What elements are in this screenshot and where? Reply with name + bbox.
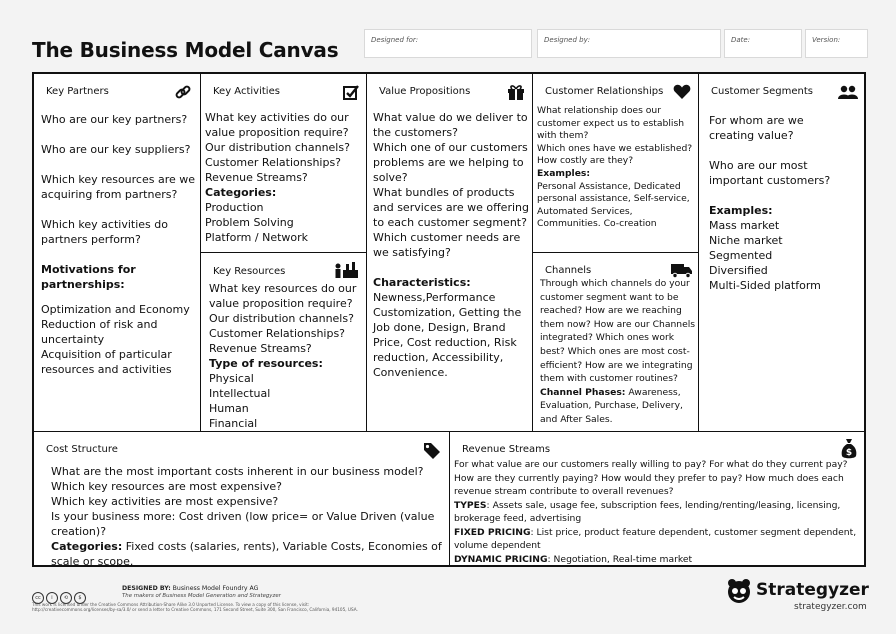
key-resources-q1: What key resources do our value proposition require? [209, 282, 357, 310]
segment-item: Niche market [709, 234, 783, 247]
license-text-2: http://creativecommons.org/licenses/by-sa/3.0/ or send a letter to Creative Commons, 171 Second Street, Suite 300, San Francisco, California, 94105, USA. [32, 607, 358, 613]
resource-type-item: Physical [209, 372, 254, 385]
cost-categories-label: Categories: [51, 540, 123, 553]
designed-for-label: Designed for: [371, 36, 419, 44]
customer-segments-q1: For whom are we creating value? [709, 114, 804, 142]
categories-label: Categories: [205, 186, 277, 199]
channel-phases-text: Awareness, Evaluation, Purchase, Delivery, and After Sales. [540, 386, 683, 425]
cr-examples-text: Personal Assistance, Dedicated personal assistance, Self-service, Automated Services, Communities. Co-creation [537, 180, 690, 230]
cost-structure-q3: Which key activities are most expensive? [51, 495, 279, 508]
channels-title: Channels [545, 265, 592, 276]
date-label: Date: [731, 36, 751, 44]
cost-structure-q1: What are the most important costs inherent in our business model? [51, 465, 424, 478]
license-text: This work is licensed under the Creative Commons Attribution-Share Alike 3.0 Unported License. To view a copy of this license, visit: [32, 602, 310, 607]
business-model-canvas [32, 72, 866, 567]
customer-segments-q2: Who are our most important customers? [709, 159, 831, 187]
key-partners-q3: Which key resources are we acquiring from partners? [41, 173, 196, 201]
designed-by-footer-value: Business Model Foundry AG [172, 585, 259, 592]
characteristics-label: Characteristics: [373, 276, 471, 289]
resource-type-item: Human [209, 402, 249, 415]
revenue-streams-q1: For what value are our customers really willing to pay? For what do they current pay? [454, 459, 848, 470]
checkbox-icon [343, 85, 359, 101]
category-item: Production [205, 201, 264, 214]
cr-examples-label: Examples: [537, 167, 591, 179]
revenue-types-label: TYPES [454, 499, 487, 511]
customer-relationships-q1: What relationship does our customer expect us to establish with them? [537, 105, 685, 142]
key-partners-title: Key Partners [46, 86, 109, 97]
link-icon [174, 84, 192, 102]
version-field[interactable] [805, 29, 868, 58]
key-activities-q2: Our distribution channels? [205, 141, 350, 154]
customer-relationships-q2: Which ones have we established? [537, 142, 693, 154]
version-label: Version: [812, 36, 841, 44]
revenue-streams-section [449, 431, 864, 565]
strategyzer-logo-icon[interactable] [726, 578, 752, 604]
key-resources-q4: Revenue Streams? [209, 342, 312, 355]
key-activities-section [200, 74, 366, 252]
dynamic-pricing-label: DYNAMIC PRICING [454, 553, 548, 565]
cost-structure-section [34, 431, 449, 568]
customer-relationships-section [532, 74, 698, 252]
share-alike-icon: ⟲ [60, 592, 72, 604]
cs-examples-label: Examples: [709, 204, 773, 217]
value-propositions-q3: What bundles of products and services are we offering to each customer segment? [373, 186, 529, 229]
money-bag-icon [841, 438, 857, 460]
channels-section [532, 252, 698, 431]
key-partners-section [34, 74, 200, 431]
fixed-pricing-text: : List price, product feature dependent, customer segment dependent, volume dependent [454, 526, 857, 551]
key-resources-q2: Our distribution channels? [209, 312, 354, 325]
motivation-item: Optimization and Economy [41, 303, 190, 316]
truck-icon [671, 264, 693, 278]
characteristics-text: Newness,Performance Customization, Getting the Job done, Design, Brand Price, Cost reduction, Risk reduction, Accessibility, Convenience. [373, 291, 522, 379]
fixed-pricing-label: FIXED PRICING [454, 526, 531, 538]
designed-for-field[interactable] [364, 29, 532, 58]
date-field[interactable] [724, 29, 802, 58]
creative-commons-icons [32, 584, 88, 604]
svg-text:$: $ [845, 448, 853, 458]
channels-text: Through which channels do your customer segment want to be reached? How are we reaching them now? How are our Channels integrated? Which ones work best? Which ones are most cost-efficient? How are we integrating them with customer routines? [540, 278, 696, 385]
designed-by-footer-label: DESIGNED BY: [122, 585, 171, 592]
key-resources-q3: Customer Relationships? [209, 327, 346, 340]
resource-types-label: Type of resources: [209, 357, 323, 370]
key-activities-q1: What key activities do our value proposition require? [205, 111, 349, 139]
cost-structure-q4: Is your business more: Cost driven (low price= or Value Driven (value creation)? [51, 510, 435, 538]
key-partners-q1: Who are our key partners? [41, 113, 188, 126]
footer [32, 580, 869, 628]
key-resources-title: Key Resources [213, 266, 286, 277]
motivation-item: Reduction of risk and uncertainty [41, 318, 158, 346]
segment-item: Mass market [709, 219, 780, 232]
value-propositions-q4: Which customer needs are we satisfying? [373, 231, 521, 259]
value-propositions-q2: Which one of our customers problems are we helping to solve? [373, 141, 528, 184]
attribution-icon: i [46, 592, 58, 604]
brand-name: Strategyzer [756, 580, 869, 600]
segment-item: Multi-Sided platform [709, 279, 821, 292]
price-tag-icon [422, 441, 442, 461]
value-propositions-title: Value Propositions [379, 86, 471, 97]
key-activities-q4: Revenue Streams? [205, 171, 308, 184]
key-resources-section [200, 252, 366, 431]
factory-workers-icon [333, 261, 359, 279]
key-activities-q3: Customer Relationships? [205, 156, 342, 169]
resource-type-item: Intellectual [209, 387, 271, 400]
people-icon [837, 85, 859, 99]
makers-text: The makers of Business Model Generation and Strategyzer [122, 593, 281, 599]
segment-item: Segmented [709, 249, 773, 262]
cost-categories-text: Fixed costs (salaries, rents), Variable Costs, Economies of scale or scope. [51, 540, 442, 568]
cost-structure-q2: Which key resources are most expensive? [51, 480, 282, 493]
key-partners-q4: Which key activities do partners perform? [41, 218, 168, 246]
designed-by-label: Designed by: [544, 36, 591, 44]
customer-relationships-q3: How costly are they? [537, 155, 634, 167]
customer-relationships-title: Customer Relationships [545, 86, 664, 97]
cost-structure-title: Cost Structure [46, 444, 118, 455]
key-partners-q2: Who are our key suppliers? [41, 143, 191, 156]
sa-icon: $ [74, 592, 86, 604]
motivations-label: Motivations for partnerships: [41, 263, 136, 291]
customer-segments-section [698, 74, 864, 431]
revenue-streams-title: Revenue Streams [462, 444, 551, 455]
cc-icon: cc [32, 592, 44, 604]
channel-phases-label: Channel Phases: [540, 386, 626, 398]
designed-by-field[interactable] [537, 29, 721, 58]
segment-item: Diversified [709, 264, 768, 277]
revenue-streams-q2: How are they currently paying? How would they prefer to pay? How much does each revenue stream contribute to overall revenues? [454, 472, 844, 497]
dynamic-pricing-text: : Negotiation, Real-time market [547, 553, 693, 565]
brand-url[interactable]: strategyzer.com [794, 602, 867, 612]
resource-type-item: Financial [209, 417, 258, 430]
value-propositions-section [366, 74, 532, 431]
customer-segments-title: Customer Segments [711, 86, 813, 97]
heart-icon [673, 84, 691, 100]
revenue-types-text: : Assets sale, usage fee, subscription fees, lending/renting/leasing, licensing, brokerage feed, advertising [454, 499, 841, 524]
page-title: The Business Model Canvas [32, 38, 339, 62]
key-activities-title: Key Activities [213, 86, 280, 97]
motivation-item: Acquisition of particular resources and activities [41, 348, 172, 376]
category-item: Platform / Network [205, 231, 309, 244]
category-item: Problem Solving [205, 216, 294, 229]
value-propositions-q1: What value do we deliver to the customers? [373, 111, 528, 139]
gift-icon [507, 83, 525, 101]
